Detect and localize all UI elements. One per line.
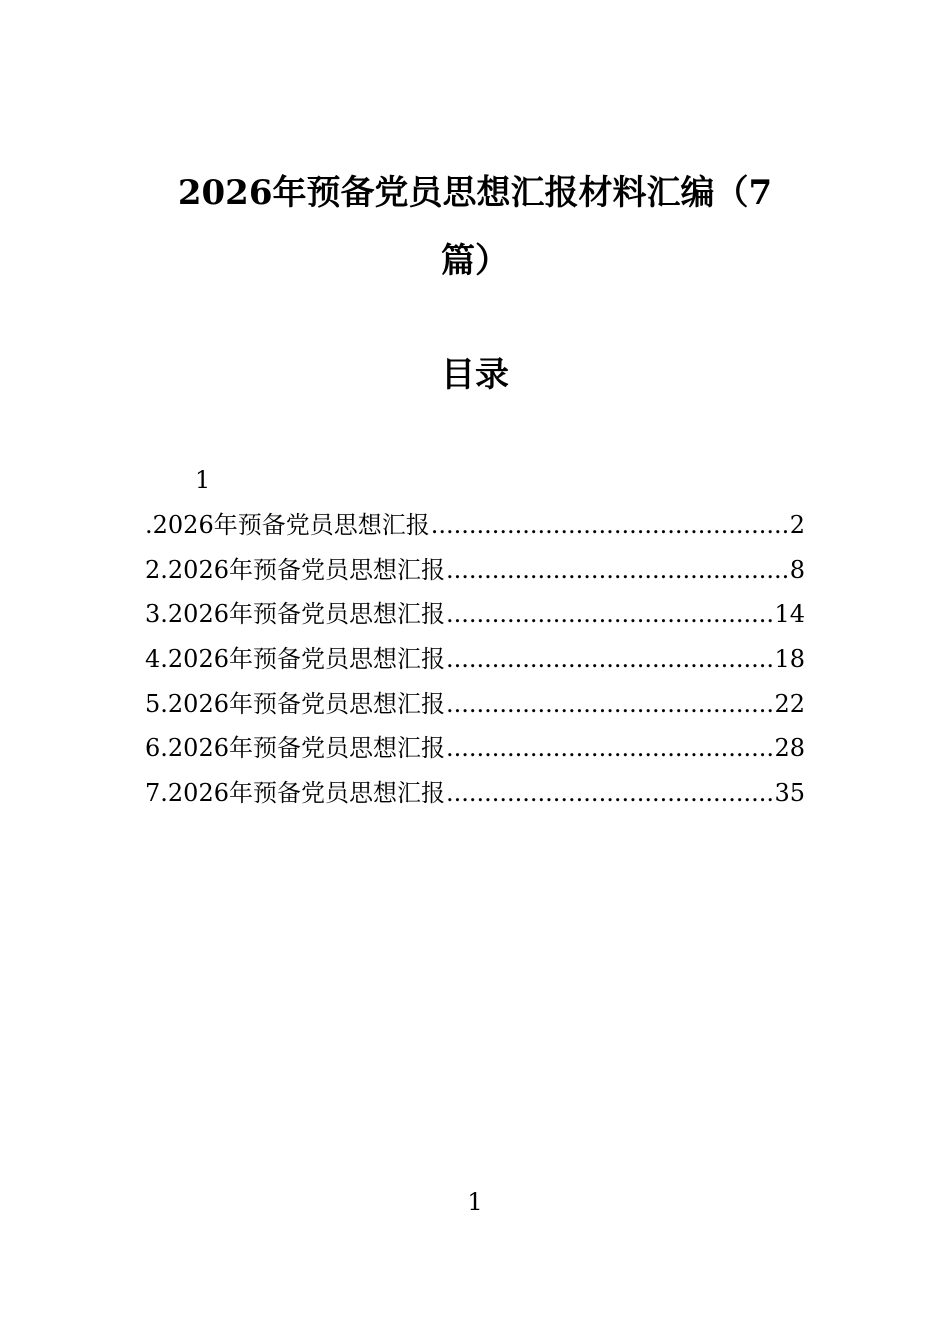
toc-entry-2[interactable]	[145, 555, 805, 600]
toc-entry-label: 7.2026年预备党员思想汇报	[145, 779, 445, 808]
toc-entry-label: 3.2026年预备党员思想汇报	[145, 600, 445, 629]
toc-entry-page: 28	[774, 734, 805, 763]
toc-entry-label: 2.2026年预备党员思想汇报	[145, 555, 445, 584]
toc-entry-1[interactable]	[145, 510, 805, 555]
toc-heading: 目录	[441, 355, 509, 395]
toc-entry-3[interactable]	[145, 599, 805, 644]
toc-entry-page: 35	[774, 779, 805, 808]
toc-lead-number: 1	[195, 466, 211, 494]
page-number: 1	[467, 1188, 483, 1216]
toc-entry-page: 22	[774, 689, 805, 718]
toc-entry-7[interactable]	[145, 778, 805, 823]
toc-dot-leader	[446, 644, 773, 674]
toc-entry-label: 5.2026年预备党员思想汇报	[145, 689, 445, 718]
document-title-line-2: 篇）	[441, 241, 509, 281]
toc-entry-label: 4.2026年预备党员思想汇报	[145, 645, 445, 674]
toc-dot-leader	[446, 555, 789, 585]
toc-entry-label: .2026年预备党员思想汇报	[145, 511, 430, 539]
toc-entry-page: 18	[774, 645, 805, 674]
toc-entry-label: 6.2026年预备党员思想汇报	[145, 734, 445, 763]
toc-dot-leader	[431, 510, 789, 540]
toc-entry-page: 2	[789, 511, 805, 539]
toc-entry-4[interactable]	[145, 644, 805, 689]
toc-dot-leader	[446, 599, 773, 629]
document-title-line-1: 2026年预备党员思想汇报材料汇编（7	[177, 173, 773, 213]
table-of-contents	[145, 510, 805, 823]
toc-entry-6[interactable]	[145, 733, 805, 778]
toc-dot-leader	[446, 689, 773, 719]
toc-dot-leader	[446, 778, 773, 808]
toc-entry-page: 8	[789, 555, 805, 584]
toc-dot-leader	[446, 733, 773, 763]
toc-entry-page: 14	[774, 600, 805, 629]
toc-entry-5[interactable]	[145, 689, 805, 734]
